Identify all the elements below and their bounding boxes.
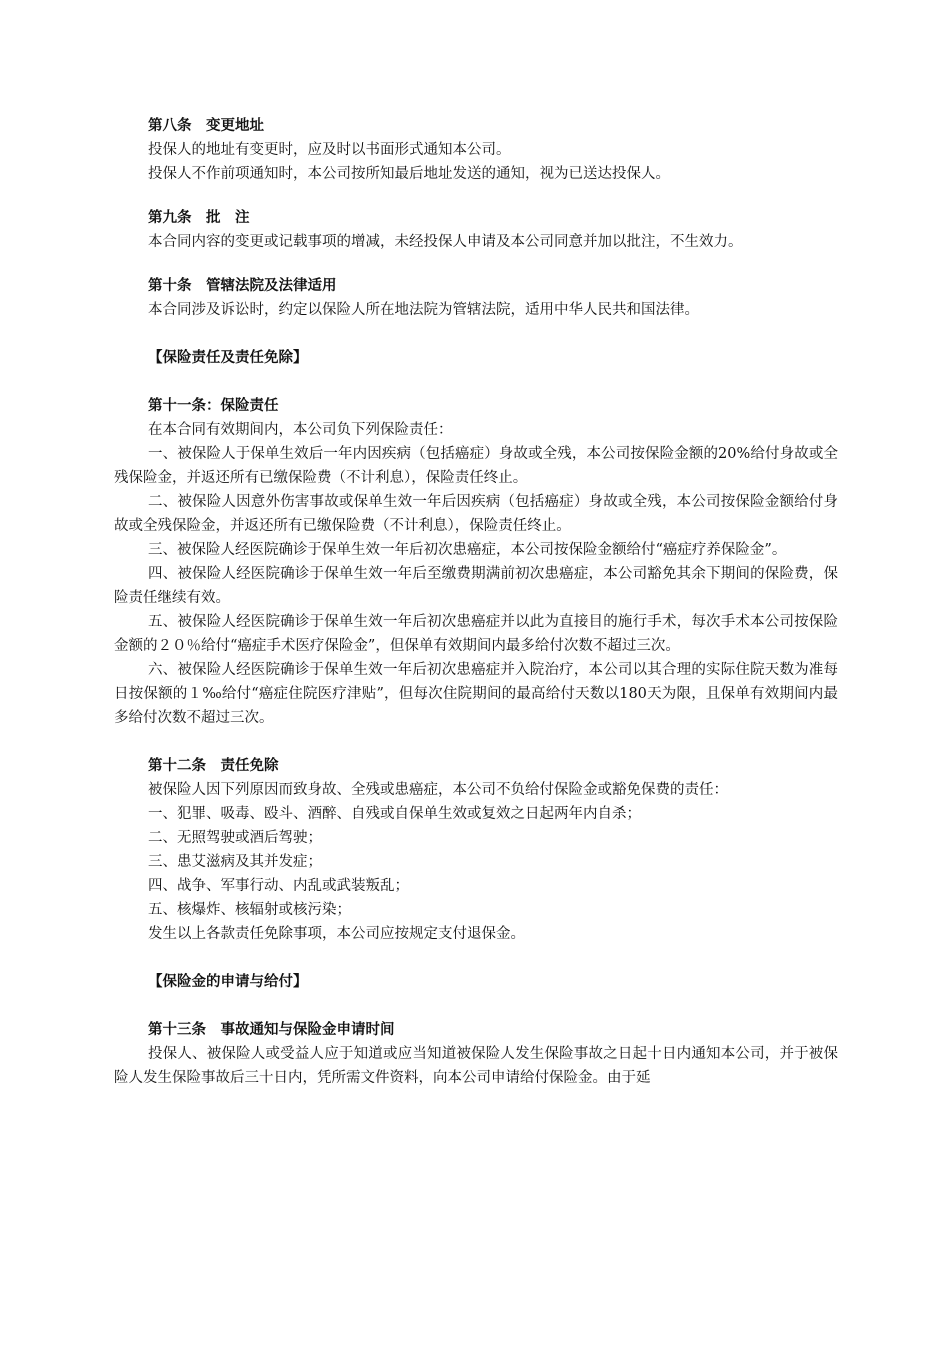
article-10-title: 第十条 管辖法院及法律适用 [148,277,337,294]
section-heading-claims: 【保险金的申请与给付】 [148,973,308,990]
section-heading-liability: 【保险责任及责任免除】 [148,349,308,366]
article-10-paragraph-1: 本合同涉及诉讼时，约定以保险人所在地法院为管辖法院，适用中华人民共和国法律。 [148,302,699,318]
article-13-paragraph-1: 投保人、被保险人或受益人应于知道或应当知道被保险人发生保险事故之日起十日内通知本公司，并于被保险人发生保险事故后三十日内，凭所需文件资料，向本公司申请给付保险金。由于延 [114,1046,838,1086]
article-12-item: 三、患艾滋病及其并发症； [148,854,322,870]
document-page [114,114,838,1090]
article-13-title: 第十三条 事故通知与保险金申请时间 [148,1021,395,1038]
article-8-title: 第八条 变更地址 [148,117,264,134]
article-9-paragraph-1: 本合同内容的变更或记载事项的增减，未经投保人申请及本公司同意并加以批注，不生效力。 [148,234,743,250]
article-11-item: 三、被保险人经医院确诊于保单生效一年后初次患癌症，本公司按保险金额给付“癌症疗养保险金”。 [148,542,787,558]
article-11-item: 六、被保险人经医院确诊于保单生效一年后初次患癌症并入院治疗，本公司以其合理的实际住院天数为准每日按保额的１‰给付“癌症住院医疗津贴”，但每次住院期间的最高给付天数以180天为限，且保单有效期间内最多给付次数不超过三次。 [114,662,838,726]
article-12-item: 四、战争、军事行动、内乱或武装叛乱； [148,878,409,894]
article-8-paragraph-1: 投保人的地址有变更时，应及时以书面形式通知本公司。 [148,142,511,158]
article-11-intro: 在本合同有效期间内，本公司负下列保险责任： [148,422,453,438]
article-12-title: 第十二条 责任免除 [148,757,279,774]
article-12-item: 二、无照驾驶或酒后驾驶； [148,830,322,846]
article-11-item: 四、被保险人经医院确诊于保单生效一年后至缴费期满前初次患癌症，本公司豁免其余下期间的保险费，保险责任继续有效。 [114,566,838,606]
article-11-item: 五、被保险人经医院确诊于保单生效一年后初次患癌症并以此为直接目的施行手术，每次手术本公司按保险金额的２０％给付“癌症手术医疗保险金”，但保单有效期间内最多给付次数不超过三次。 [114,614,838,654]
article-12-item: 五、核爆炸、核辐射或核污染； [148,902,351,918]
article-11-item: 二、被保险人因意外伤害事故或保单生效一年后因疾病（包括癌症）身故或全残，本公司按保险金额给付身故或全残保险金，并返还所有已缴保险费（不计利息），保险责任终止。 [114,494,838,534]
article-8-paragraph-2: 投保人不作前项通知时，本公司按所知最后地址发送的通知，视为已送达投保人。 [148,166,670,182]
article-11-item: 一、被保险人于保单生效后一年内因疾病（包括癌症）身故或全残，本公司按保险金额的20%给付身故或全残保险金，并返还所有已缴保险费（不计利息），保险责任终止。 [114,446,838,486]
article-12-item: 一、犯罪、吸毒、殴斗、酒醉、自残或自保单生效或复效之日起两年内自杀； [148,806,641,822]
article-11-title: 第十一条：保险责任 [148,397,279,414]
article-12-intro: 被保险人因下列原因而致身故、全残或患癌症，本公司不负给付保险金或豁免保费的责任： [148,782,728,798]
article-12-closing: 发生以上各款责任免除事项，本公司应按规定支付退保金。 [148,926,525,942]
article-9-title: 第九条 批 注 [148,209,250,226]
